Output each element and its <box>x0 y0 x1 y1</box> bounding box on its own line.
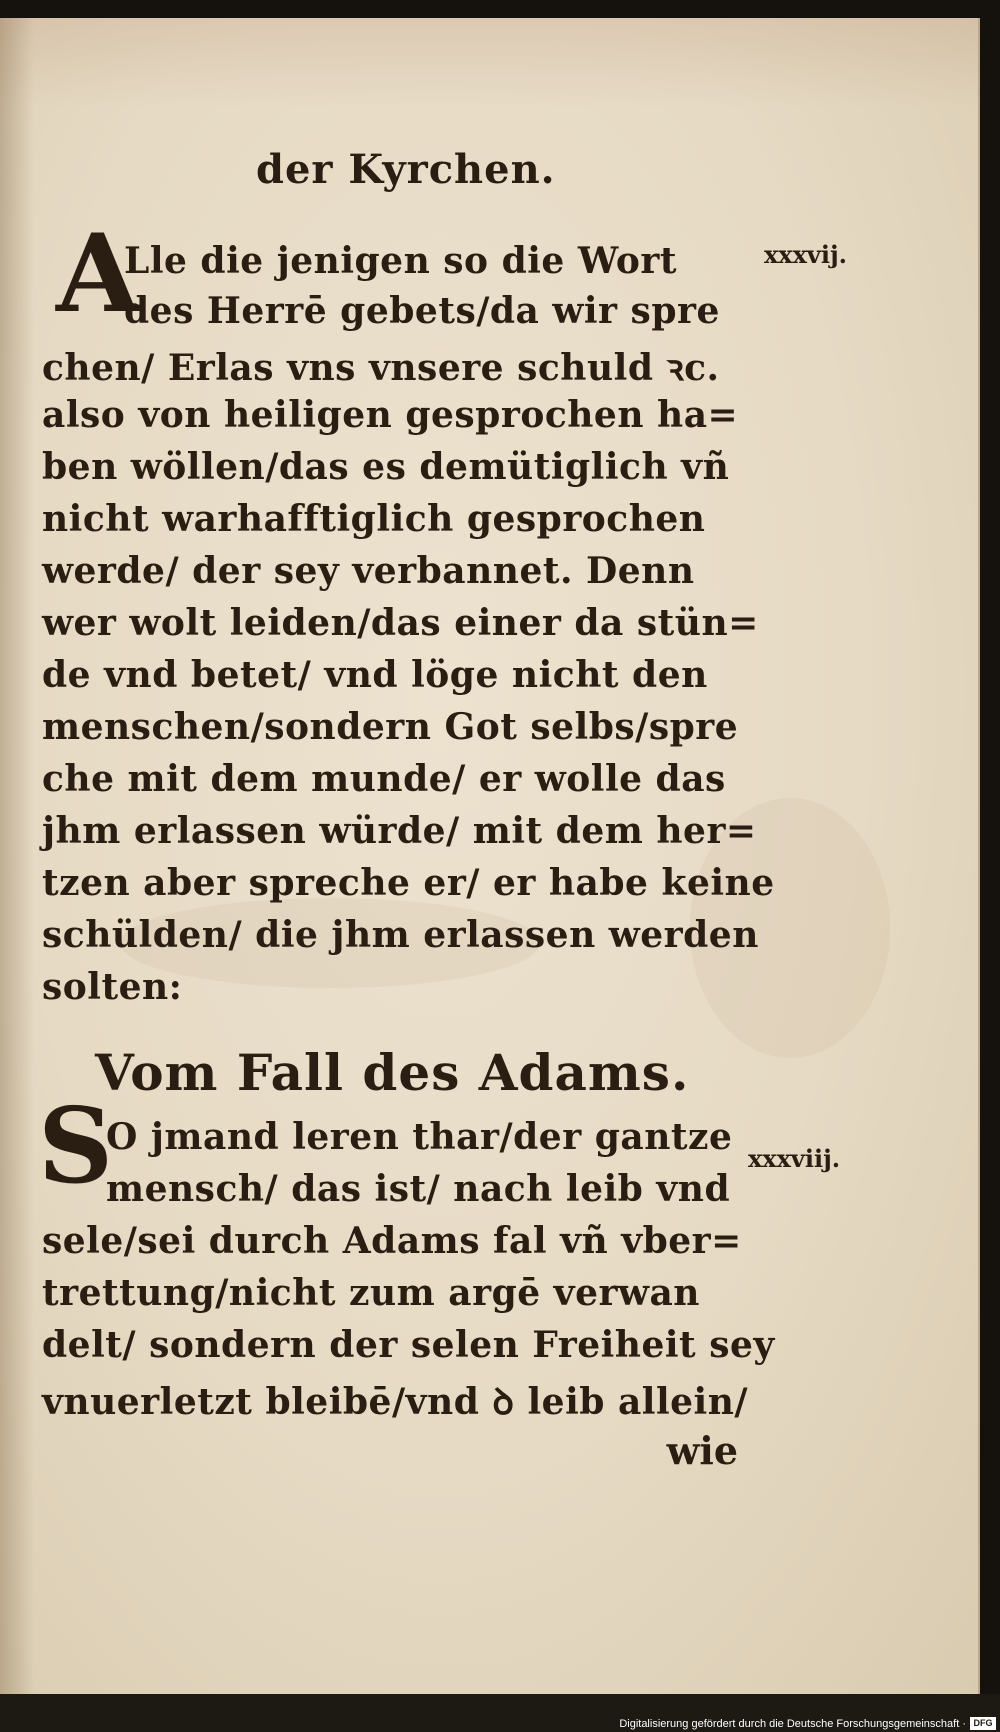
text-line: Lle die jenigen so die Wort <box>124 240 677 282</box>
text-line: wer wolt leiden/das einer da stün= <box>42 602 759 644</box>
text-line: jhm erlassen würde/ mit dem her= <box>42 810 757 852</box>
section-heading: Vom Fall des Adams. <box>95 1043 690 1102</box>
digitization-credit: Digitalisierung gefördert durch die Deutsche Forschungsgemeinschaft · <box>619 1718 966 1730</box>
book-page <box>0 18 980 1694</box>
text-line: tzen aber spreche er/ er habe keine <box>42 862 775 904</box>
text-line: ben wöllen/das es demütiglich vñ <box>42 446 730 488</box>
text-line: che mit dem munde/ er wolle das <box>42 758 726 800</box>
text-line: sele/sei durch Adams fal vñ vber= <box>42 1220 742 1262</box>
text-line: des Herrē gebets/da wir spre <box>124 290 720 332</box>
text-line: solten: <box>42 966 183 1008</box>
catchword: wie <box>666 1428 738 1473</box>
dfg-logo: DFG <box>970 1717 996 1730</box>
margin-number-37: xxxvij. <box>764 240 848 269</box>
text-line: trettung/nicht zum argē verwan <box>42 1272 700 1314</box>
text-line: menschen/sondern Got selbs/spre <box>42 706 739 748</box>
text-line: chen/ Erlas vns vnsere schuld ꝛc. <box>42 347 720 389</box>
running-header: der Kyrchen. <box>256 146 556 193</box>
text-line: O jmand leren thar/der gantze <box>106 1116 733 1158</box>
margin-number-38: xxxviij. <box>748 1144 841 1173</box>
text-line: delt/ sondern der selen Freiheit sey <box>42 1324 775 1366</box>
drop-cap-s: S <box>38 1084 114 1207</box>
text-line: werde/ der sey verbannet. Denn <box>42 550 695 592</box>
text-line: mensch/ das ist/ nach leib vnd <box>106 1168 731 1210</box>
text-line: vnuerletzt bleibē/vnd ꝺ leib allein/ <box>42 1381 749 1423</box>
text-line: schülden/ die jhm erlassen werden <box>42 914 759 956</box>
text-line: de vnd betet/ vnd löge nicht den <box>42 654 708 696</box>
text-line: also von heiligen gesprochen ha= <box>42 394 739 436</box>
text-line: nicht warhafftiglich gesprochen <box>42 498 706 540</box>
drop-cap-a: A <box>56 211 140 337</box>
